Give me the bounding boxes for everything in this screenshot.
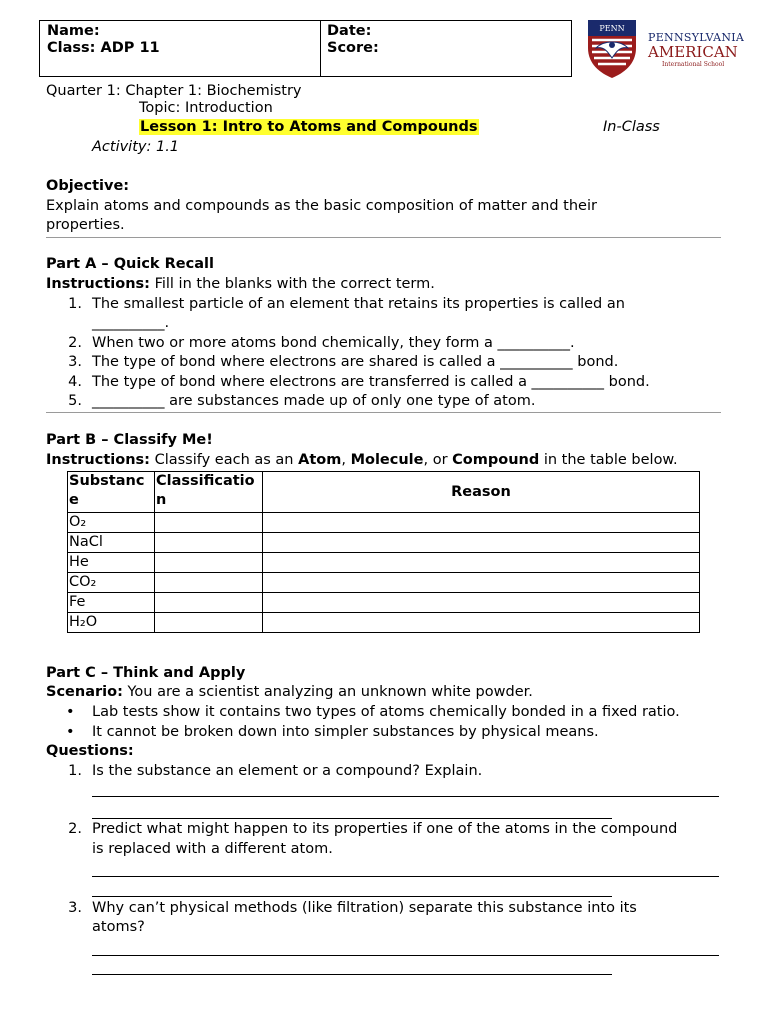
logo-line3: International School [662, 61, 725, 68]
classification-cell[interactable] [155, 613, 263, 633]
reason-cell[interactable] [263, 593, 700, 613]
answer-line[interactable] [92, 796, 719, 797]
activity-text: Activity: 1.1 [92, 139, 180, 155]
table-row [68, 613, 700, 633]
mode-text: In-Class [603, 119, 660, 135]
objective-heading: Objective: [46, 178, 130, 194]
table-row [68, 573, 700, 593]
part-b-heading: Part B – Classify Me! [46, 432, 213, 448]
answer-line[interactable] [92, 974, 612, 975]
substance-cell: He [68, 553, 155, 573]
svg-text:PENN: PENN [599, 24, 625, 33]
part-c-heading: Part C – Think and Apply [46, 665, 246, 681]
column-header-classification: Classification [155, 472, 263, 513]
part-b-instructions: Instructions: Classify each as an Atom, Molecule, or Compound in the table below. [46, 452, 678, 468]
table-row [68, 593, 700, 613]
table-row [68, 513, 700, 533]
question-continuation: atoms? [92, 919, 145, 935]
reason-cell[interactable] [263, 533, 700, 553]
column-header-substance: Substance [68, 472, 155, 513]
answer-line[interactable] [92, 876, 719, 877]
section-divider [46, 412, 721, 413]
classification-cell[interactable] [155, 513, 263, 533]
table-row [68, 553, 700, 573]
substance-cell: Fe [68, 593, 155, 613]
table-row [68, 533, 700, 553]
classification-cell[interactable] [155, 533, 263, 553]
score-label: Score: [327, 40, 379, 56]
scenario-text: Scenario: You are a scientist analyzing an unknown white powder. [46, 684, 533, 700]
questions-heading: Questions: [46, 743, 134, 759]
section-divider [46, 237, 721, 238]
classification-cell[interactable] [155, 593, 263, 613]
quarter-text: Quarter 1: Chapter 1: Biochemistry [46, 83, 302, 99]
part-a-instructions: Instructions: Fill in the blanks with the correct term. [46, 276, 435, 292]
reason-cell[interactable] [263, 553, 700, 573]
part-a-heading: Part A – Quick Recall [46, 256, 214, 272]
list-item-continuation: __________. [92, 315, 170, 331]
substance-cell: H₂O [68, 613, 155, 633]
class-label: Class: ADP 11 [47, 40, 160, 56]
reason-cell[interactable] [263, 513, 700, 533]
logo-line2: AMERICAN [648, 43, 738, 61]
lesson-title: Lesson 1: Intro to Atoms and Compounds [140, 119, 478, 135]
classification-table [67, 471, 700, 633]
reason-cell[interactable] [263, 573, 700, 593]
bullet-icon: • [66, 724, 75, 740]
shield-icon [586, 18, 638, 80]
column-header-reason: Reason [263, 472, 700, 513]
date-label: Date: [327, 23, 372, 39]
logo-line1: PENNSYLVANIA [648, 31, 745, 44]
reason-cell[interactable] [263, 613, 700, 633]
header-box [39, 20, 572, 77]
substance-cell: O₂ [68, 513, 155, 533]
bullet-icon: • [66, 704, 75, 720]
objective-line2: properties. [46, 217, 125, 233]
classification-cell[interactable] [155, 573, 263, 593]
answer-line[interactable] [92, 818, 612, 819]
name-label: Name: [47, 23, 100, 39]
topic-text: Topic: Introduction [139, 100, 273, 116]
question-continuation: is replaced with a different atom. [92, 841, 333, 857]
substance-cell: NaCl [68, 533, 155, 553]
school-logo [586, 18, 746, 82]
answer-line[interactable] [92, 955, 719, 956]
table-header-row [68, 472, 700, 513]
classification-cell[interactable] [155, 553, 263, 573]
answer-line[interactable] [92, 896, 612, 897]
header-divider [320, 21, 321, 76]
substance-cell: CO₂ [68, 573, 155, 593]
objective-line1: Explain atoms and compounds as the basic composition of matter and their [46, 198, 597, 214]
